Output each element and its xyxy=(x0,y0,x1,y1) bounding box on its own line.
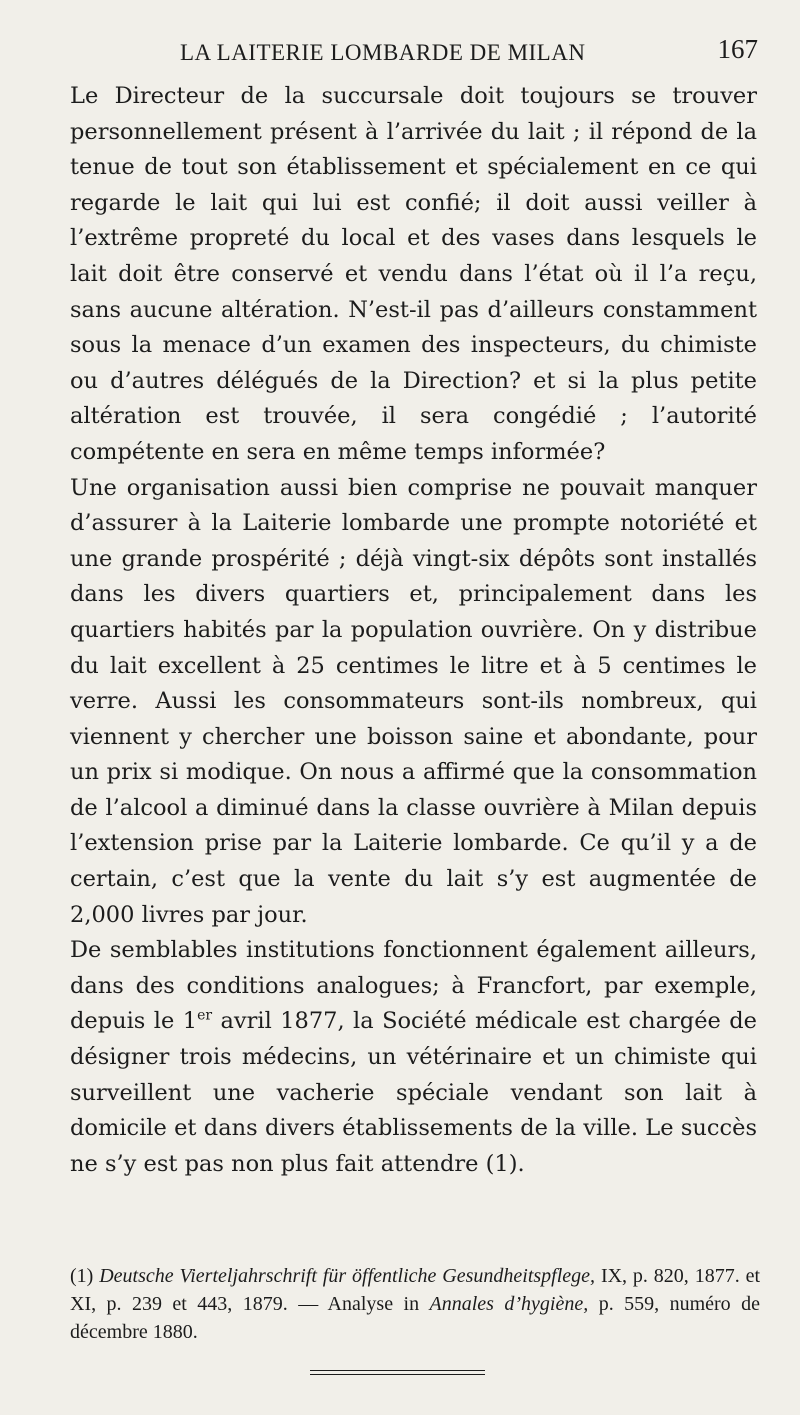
footnote-annales: Annales d’hygiène, xyxy=(429,1293,589,1315)
footnote xyxy=(70,1262,760,1346)
superscript-er: er xyxy=(197,1007,213,1024)
paragraph-francfort-end: avril 1877, la Société médicale est chargée de désigner trois médecins, un vétérinaire et un chimiste qui surveillent une vacherie spéciale vendant son lait à domicile et dans divers établissements de la ville. Le succès ne s’y est pas non plus fait attendre (1). xyxy=(70,1008,757,1177)
paragraph-francfort-start: De semblables institutions fonctionnent également ailleurs, dans des conditions analogues; à Francfort, par exemple, depuis le 1 xyxy=(70,937,757,1035)
running-title: LA LAITERIE LOMBARDE DE MILAN xyxy=(180,40,586,65)
paragraph-directeur: Le Directeur de la succursale doit toujours se trouver personnellement présent à l’arrivée du lait ; il répond de la tenue de tout son établissement et spécialement en ce qui regarde le lait qui lui est confié; il doit aussi veiller à l’extrême propreté du local et des vases dans lesquels le lait doit être conservé et vendu dans l’état où il l’a reçu, sans aucune altération. N’est-il pas d’ailleurs constamment sous la menace d’un examen des inspecteurs, du chimiste ou d’autres délégués de la Direction? et si la plus petite altération est trouvée, il sera congédié ; l’autorité compétente en sera en même temps informée? xyxy=(70,83,757,465)
footnote-reference-end: p. 559, numéro de décembre 1880. xyxy=(70,1293,760,1343)
footnote-text xyxy=(70,1262,760,1346)
running-head xyxy=(70,32,770,72)
body-text xyxy=(70,79,757,1182)
footnote-journal: Deutsche Vierteljahrschrift für öffentliche Gesundheitspflege, xyxy=(99,1265,596,1287)
closing-rule xyxy=(310,1370,485,1375)
page-number: 167 xyxy=(717,34,758,64)
paragraph-francfort xyxy=(70,933,757,1182)
paragraph-organisation: Une organisation aussi bien comprise ne pouvait manquer d’assurer à la Laiterie lombarde une prompte notoriété et une grande prospérité ; déjà vingt-six dépôts sont installés dans les divers quartiers et, principalement dans les quartiers habités par la population ouvrière. On y distribue du lait excellent à 25 centimes le litre et à 5 centimes le verre. Aussi les consommateurs sont-ils nombreux, qui viennent y chercher une boisson saine et abondante, pour un prix si modique. On nous a affirmé que la consommation de l’alcool a diminué dans la classe ouvrière à Milan depuis l’extension prise par la Laiterie lombarde. Ce qu’il y a de certain, c’est que la vente du lait s’y est augmentée de 2,000 livres par jour. xyxy=(70,474,757,928)
footnote-mark: (1) xyxy=(70,1265,94,1287)
footnote-reference: IX, p. 820, 1877. et XI, p. 239 et 443, 1879. — Analyse in xyxy=(70,1265,761,1315)
